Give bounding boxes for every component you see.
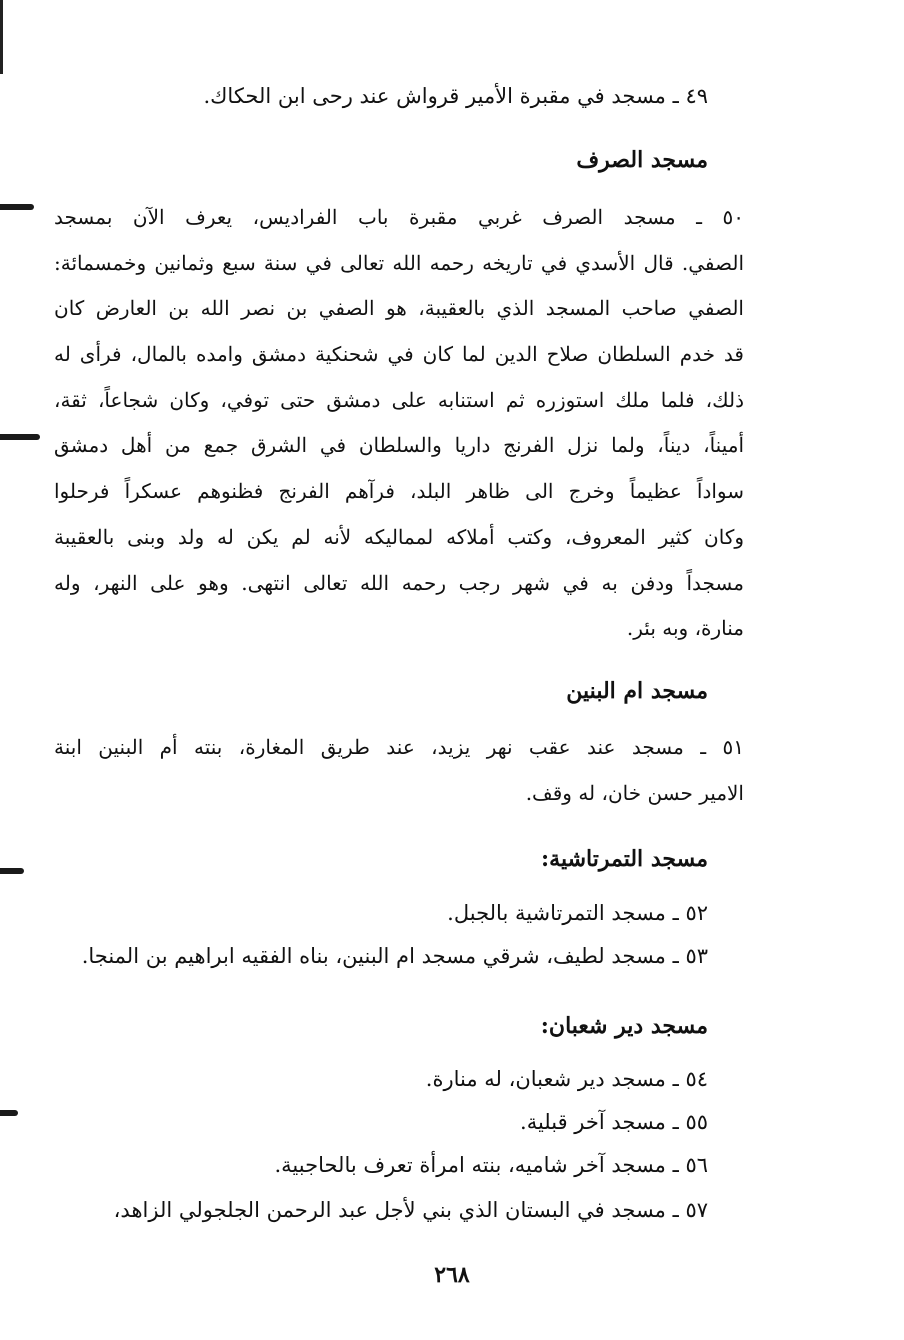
section-heading: مسجد دير شعبان:: [540, 1013, 708, 1039]
entry-56: ٥٦ ـ مسجد آخر شاميه، بنته امرأة تعرف بالحاجبية.: [274, 1153, 708, 1177]
entry-52: ٥٢ ـ مسجد التمرتاشية بالجبل.: [447, 901, 708, 925]
margin-mark: [0, 204, 34, 210]
paragraph-line: الصفي صاحب المسجد الذي بالعقيبة، هو الصفي بن نصر الله بن العارض كان: [54, 296, 744, 321]
paragraph-line: الصفي. قال الأسدي في تاريخه رحمه الله تعالى في سنة سبع وثمانين وخمسمائة:: [54, 250, 744, 275]
entry-53: ٥٣ ـ مسجد لطيف، شرقي مسجد ام البنين، بناه الفقيه ابراهيم بن المنجا.: [81, 944, 708, 968]
paragraph-line: وكان كثير المعروف، وكتب أملاكه لمماليكه لأنه لم يكن له ولد وبنى بالعقيبة: [54, 524, 744, 549]
entry-54: ٥٤ ـ مسجد دير شعبان، له منارة.: [425, 1067, 708, 1091]
page-number: ٢٦٨: [434, 1262, 470, 1288]
margin-mark: [0, 434, 40, 440]
paragraph-line: ٥٠ ـ مسجد الصرف غربي مقبرة باب الفراديس، يعرف الآن بمسجد: [54, 205, 744, 229]
paragraph-entry-51: [54, 732, 744, 823]
paragraph-line: مسجداً ودفن به في شهر رجب رحمه الله تعالى انتهى. وهو على النهر، وله: [54, 570, 744, 595]
entry-57: ٥٧ ـ مسجد في البستان الذي بني لأجل عبد الرحمن الجلجولي الزاهد،: [113, 1198, 708, 1222]
binding-edge-line: [0, 0, 3, 74]
entry-55: ٥٥ ـ مسجد آخر قبلية.: [520, 1110, 708, 1134]
margin-mark: [0, 1110, 18, 1116]
paragraph-line: سواداً عظيماً وخرج الى ظاهر البلد، فرآهم الفرنج فظنوهم عسكراً فرحلوا: [54, 479, 744, 504]
paragraph-line: ٥١ ـ مسجد عند عقب نهر يزيد، عند طريق المغارة، بنته أم البنين ابنة: [54, 735, 744, 759]
section-heading: مسجد الصرف: [576, 147, 708, 173]
paragraph-entry-50: [54, 202, 744, 659]
paragraph-line: الامير حسن خان، له وقف.: [525, 780, 744, 805]
paragraph-line: أميناً، ديناً، ولما نزل الفرنج داريا والسلطان في الشرق جمع من أهل دمشق: [54, 433, 744, 458]
margin-mark: [0, 868, 24, 874]
paragraph-line: ذلك، فلما ملك استوزره ثم استنابه على دمشق حتى توفي، وكان شجاعاً، ثقة،: [54, 387, 744, 412]
paragraph-line: قد خدم السلطان صلاح الدين لما كان في شحنكية دمشق وامده بالمال، فرأى له: [54, 342, 744, 367]
section-heading: مسجد ام البنين: [566, 678, 708, 704]
paragraph-line: منارة، وبه بئر.: [626, 616, 744, 641]
section-heading: مسجد التمرتاشية:: [541, 846, 708, 872]
entry-49: ٤٩ ـ مسجد في مقبرة الأمير قرواش عند رحى ابن الحكاك.: [203, 84, 708, 108]
